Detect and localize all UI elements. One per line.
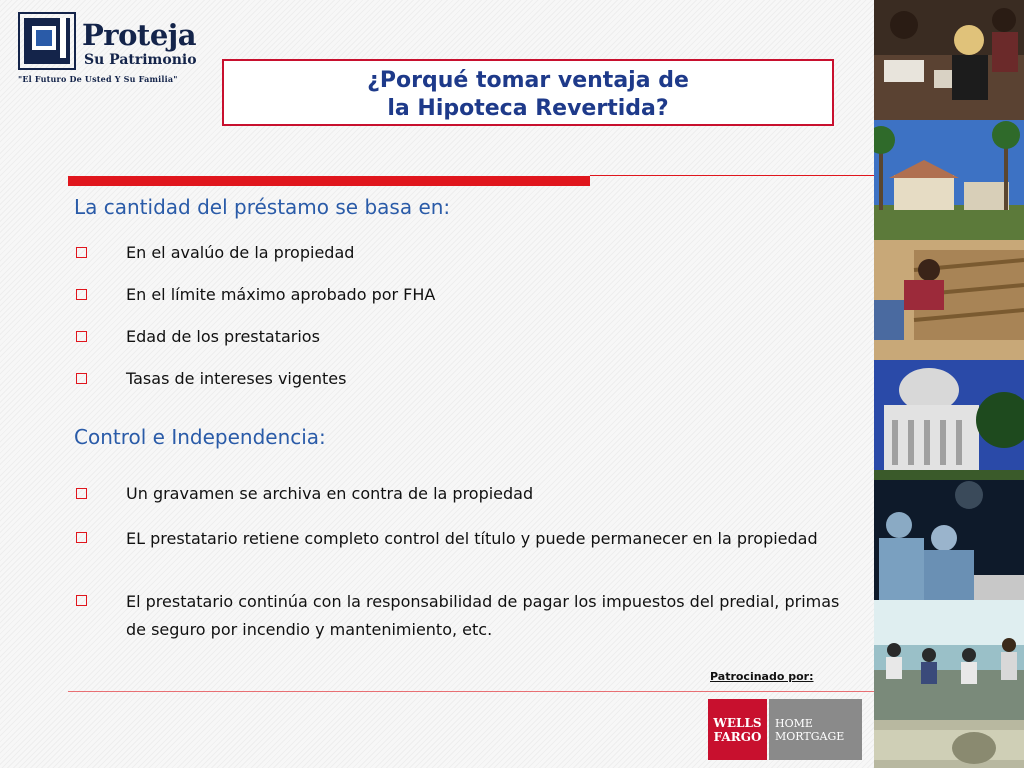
capitol-building-photo-icon bbox=[874, 360, 1024, 480]
bullet-text: EL prestatario retiene completo control del título y puede permanecer en la propiedad bbox=[126, 529, 818, 548]
brand-line-2: FARGO bbox=[713, 730, 762, 744]
bullet-item bbox=[74, 240, 844, 266]
section-heading-loan-amount: La cantidad del préstamo se basa en: bbox=[74, 195, 451, 219]
square-bullet-icon bbox=[76, 532, 87, 543]
logo-tagline: "El Futuro De Usted Y Su Familia" bbox=[18, 74, 178, 84]
bullet-text: Un gravamen se archiva en contra de la propiedad bbox=[126, 484, 534, 503]
proteja-logo bbox=[18, 12, 198, 92]
bullet-text: Tasas de intereses vigentes bbox=[126, 369, 347, 388]
houses-photo-icon bbox=[874, 120, 1024, 240]
logo-mark-icon bbox=[18, 12, 76, 70]
classroom-photo-icon bbox=[874, 600, 1024, 720]
slide-title-line-2: la Hipoteca Revertida? bbox=[387, 96, 669, 121]
bullet-item bbox=[74, 366, 844, 392]
sponsor-label: Patrocinado por: bbox=[710, 670, 814, 683]
bullet-text: En el límite máximo aprobado por FHA bbox=[126, 285, 436, 304]
logo-subtitle: Su Patrimonio bbox=[84, 52, 197, 68]
slide-title-box bbox=[222, 59, 834, 126]
red-divider-line bbox=[590, 175, 874, 176]
wells-fargo-home-mortgage-logo bbox=[708, 699, 862, 760]
brand-line-1: WELLS bbox=[713, 716, 762, 730]
wells-fargo-badge bbox=[708, 699, 767, 760]
meeting-photo-icon bbox=[874, 0, 1024, 120]
bullet-item bbox=[74, 588, 844, 644]
red-divider-bar bbox=[68, 176, 590, 186]
home-mortgage-badge bbox=[769, 699, 862, 760]
logo-name: Proteja bbox=[82, 18, 197, 52]
product-line-1: HOME bbox=[775, 717, 813, 730]
slide-title-line-1: ¿Porqué tomar ventaja de bbox=[367, 68, 689, 93]
surgeons-photo-icon bbox=[874, 480, 1024, 600]
footer-divider-line bbox=[68, 691, 874, 692]
bullet-text: El prestatario continúa con la responsabilidad de pagar los impuestos del predial, primas de seguro por incendio y mantenimiento, etc. bbox=[126, 592, 840, 639]
photo-strip bbox=[874, 0, 1024, 768]
bullet-item bbox=[74, 481, 844, 507]
bullet-item bbox=[74, 282, 844, 308]
bullet-text: Edad de los prestatarios bbox=[126, 327, 320, 346]
money-photo-icon bbox=[874, 720, 1024, 768]
product-line-2: MORTGAGE bbox=[775, 730, 845, 743]
bullet-item bbox=[74, 324, 844, 350]
square-bullet-icon bbox=[76, 488, 87, 499]
square-bullet-icon bbox=[76, 331, 87, 342]
bullet-item bbox=[74, 528, 844, 549]
square-bullet-icon bbox=[76, 373, 87, 384]
square-bullet-icon bbox=[76, 289, 87, 300]
square-bullet-icon bbox=[76, 595, 87, 606]
square-bullet-icon bbox=[76, 247, 87, 258]
construction-photo-icon bbox=[874, 240, 1024, 360]
section-heading-control: Control e Independencia: bbox=[74, 425, 326, 449]
bullet-text: En el avalúo de la propiedad bbox=[126, 243, 355, 262]
